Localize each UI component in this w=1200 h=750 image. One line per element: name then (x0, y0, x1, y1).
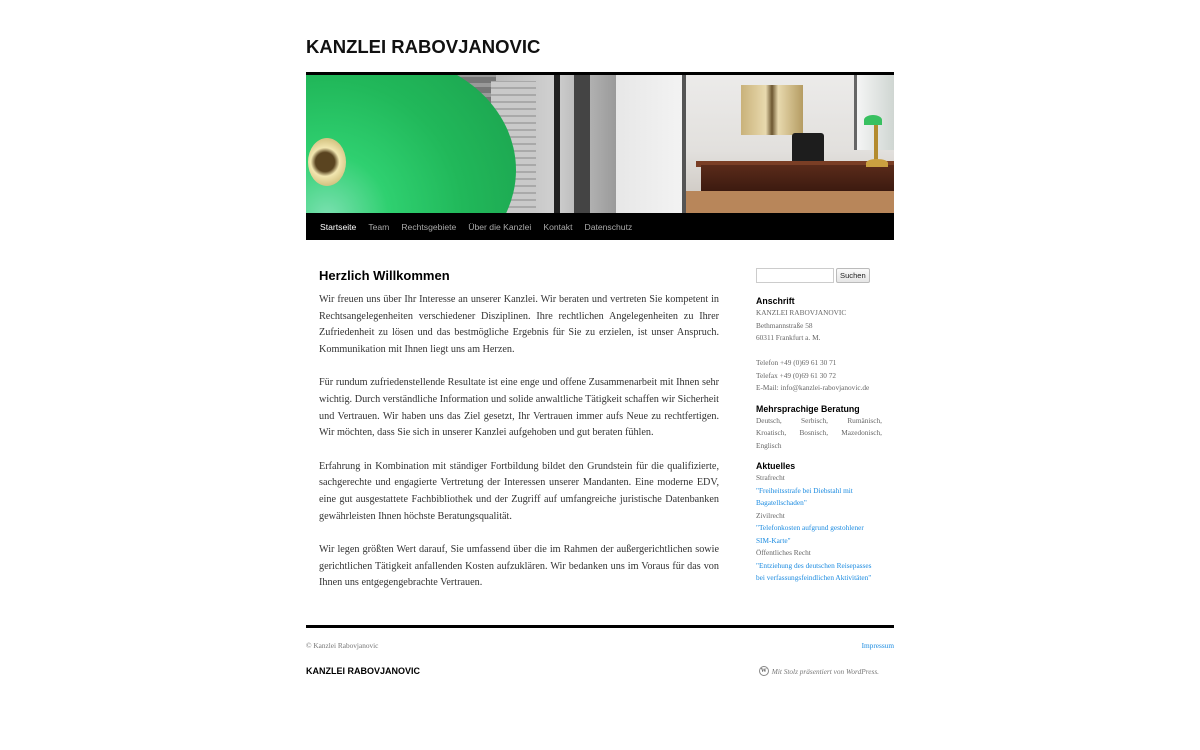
paragraph: Wir freuen uns über Ihr Interesse an unserer Kanzlei. Wir beraten und vertreten Sie kompetent in Rechtsangelegenheiten verschiedener Disziplinen. Ihre rechtlichen Angelegenheiten zu Ihrer Zufriedenheit zu lösen und das bestmögliche Ergebnis für Sie zu erzielen, ist unser Anspruch. Kommunikation mit Ihnen liegt uns am Herzen. (319, 294, 719, 356)
header-image-frame (554, 75, 560, 213)
address-street: Bethmannstraße 58 (756, 320, 813, 330)
header-image-office (616, 75, 894, 213)
languages-row (756, 415, 882, 428)
language-item: Deutsch, (756, 415, 782, 425)
news-link[interactable]: "Telefonkosten aufgrund gestohlener SIM-Karte" (756, 523, 864, 545)
nav-item-kontakt[interactable]: Kontakt (543, 221, 573, 232)
search-button[interactable]: Suchen (836, 268, 870, 283)
header-image (306, 72, 894, 213)
powered-by-wordpress-link[interactable] (759, 666, 879, 676)
language-item: Serbisch, (801, 415, 829, 425)
search-form (756, 268, 882, 283)
news-link[interactable]: "Entziehung des deutschen Reisepasses bei verfassungsfeindlichen Aktivitäten" (756, 560, 872, 582)
powered-by-text: Mit Stolz präsentiert von WordPress. (771, 666, 879, 676)
header-image-desk-lamp (864, 115, 882, 125)
nav-item-rechtsgebiete[interactable]: Rechtsgebiete (401, 221, 457, 232)
header-image-desk (701, 165, 894, 191)
site-title[interactable]: KANZLEI RABOVJANOVIC (306, 36, 541, 57)
widget-title-news: Aktuelles (756, 461, 796, 471)
address-name: KANZLEI RABOVJANOVIC (756, 308, 847, 317)
header-image-lamp-knob (308, 138, 346, 186)
paragraph: Für rundum zufriedenstellende Resultate ist eine enge und offene Zusammenarbeit mit Ihnen sehr wichtig. Durch verständliche Information und solide anwaltliche Tätigkeit schaffen wir Sicherheit und Vertrauen. Wir haben uns das Ziel gesetzt, Ihr Vertrauen immer aufs Neue zu rechtfertigen. Wir möchten, dass Sie sich in unserer Kanzlei aufgehoben und gut beraten fühlen. (319, 377, 719, 439)
footer-copyright: © Kanzlei Rabovjanovic (306, 641, 379, 650)
language-item: Mazedonisch, (841, 428, 882, 437)
address-phone: Telefon +49 (0)69 61 30 71 (756, 358, 837, 367)
paragraph: Erfahrung in Kombination mit ständiger Fortbildung bildet den Grundstein für die qualifizierte, sachgerechte und engagierte Vertretung der Interessen unserer Mandanten. Eine moderne EDV, eine gut ausgestattete Fachbibliothek und der Zugriff auf umfangreiche juristische Datenbanken gewährleisten Ihnen höchste Beratungsqualität. (319, 460, 719, 522)
address-city: 60311 Frankfurt a. M. (756, 333, 821, 342)
address-email: E-Mail: info@kanzlei-rabovjanovic.de (756, 383, 870, 392)
header-image-painting (741, 85, 803, 135)
widget-title-languages: Mehrsprachige Beratung (756, 403, 860, 414)
header-image-frame (574, 75, 590, 213)
news-category: Strafrecht (756, 473, 785, 482)
news-widget (756, 461, 882, 585)
header-image-office-glass (616, 75, 686, 213)
language-item: Kroatisch, (756, 428, 787, 437)
nav-item-datenschutz[interactable]: Datenschutz (584, 221, 633, 232)
nav-item-startseite[interactable]: Startseite (320, 221, 357, 232)
language-item: Englisch (756, 440, 782, 450)
page-title: Herzlich Willkommen (319, 268, 450, 283)
news-category: Öffentliches Recht (756, 548, 811, 557)
footer-site-title[interactable]: KANZLEI RABOVJANOVIC (306, 666, 421, 676)
address-fax: Telefax +49 (0)69 61 30 72 (756, 370, 836, 380)
paragraph: Wir legen größten Wert darauf, Sie umfassend über die im Rahmen der außergerichtlichen sowie gerichtlichen Tätigkeit anfallenden Kosten aufzuklären. Wir bedanken uns im Voraus für das von Ihnen uns entgegengebrachte Vertrauen. (319, 543, 719, 589)
header-image-floor (686, 191, 894, 213)
languages-widget (756, 404, 882, 453)
wordpress-icon: W (760, 668, 767, 674)
languages-row (756, 427, 882, 440)
impressum-link[interactable]: Impressum (861, 641, 894, 650)
widget-title-address: Anschrift (756, 296, 795, 306)
nav-item-ueber-die-kanzlei[interactable]: Über die Kanzlei (468, 221, 532, 232)
header-image-desk-lamp-foot (866, 159, 888, 167)
news-category: Zivilrecht (756, 510, 785, 520)
main-content (319, 268, 719, 609)
footer-divider (306, 625, 894, 628)
header-image-desk-lamp-stem (874, 125, 878, 161)
sidebar (756, 268, 882, 594)
language-item: Rumänisch, (847, 415, 882, 425)
language-item: Bosnisch, (799, 428, 829, 437)
search-input[interactable] (756, 268, 834, 283)
address-widget (756, 296, 882, 395)
nav-item-team[interactable]: Team (368, 221, 390, 232)
main-navigation (306, 213, 894, 240)
news-link[interactable]: "Freiheitsstrafe bei Diebstahl mit Bagatellschaden" (756, 485, 853, 507)
